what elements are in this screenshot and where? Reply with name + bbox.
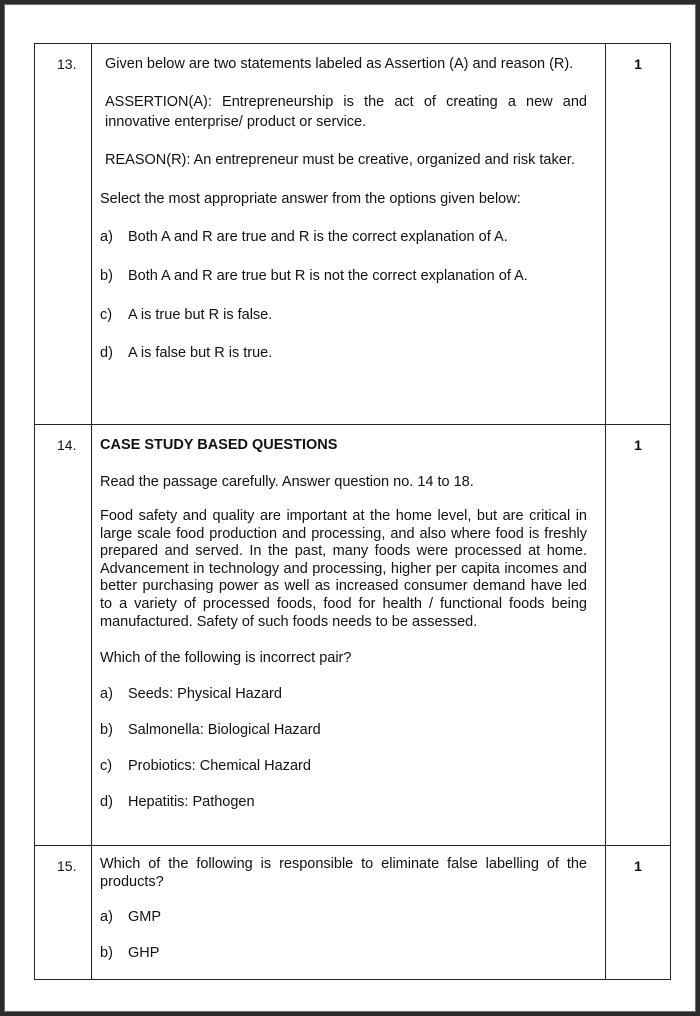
question-content	[92, 846, 606, 980]
option-d	[100, 343, 587, 363]
option-text: Probiotics: Chemical Hazard	[128, 758, 311, 775]
option-label: a)	[100, 909, 113, 926]
option-a	[100, 907, 587, 927]
question-content	[92, 425, 606, 846]
option-text: Both A and R are true and R is the correct explanation of A.	[128, 229, 508, 245]
question-row-15	[35, 846, 671, 980]
option-c	[100, 305, 587, 325]
option-d	[100, 792, 587, 812]
option-b	[100, 266, 587, 286]
question-intro: Given below are two statements labeled as Assertion (A) and reason (R).	[105, 56, 574, 72]
case-passage: Food safety and quality are important at the home level, but are critical in large scale food production and processing, and also where food is freshly prepared and served. In the past, many foods were processed at home. Advancement in technology and processing, higher per capita incomes and better purchasing power as well as increased consumer demand have led to a variety of processed foods, food for health / functional foods being manufactured. Safety of such foods needs to be assessed.	[100, 508, 587, 630]
option-b	[100, 720, 587, 740]
option-label: b)	[100, 722, 113, 739]
question-marks: 1	[606, 425, 671, 846]
option-a	[100, 684, 587, 704]
option-c	[100, 756, 587, 776]
option-b	[100, 943, 587, 963]
option-label: d)	[100, 794, 113, 811]
question-text: Which of the following is responsible to eliminate false labelling of the products?	[100, 856, 587, 890]
option-label: c)	[100, 307, 113, 323]
option-text: A is false but R is true.	[128, 345, 273, 361]
option-text: Seeds: Physical Hazard	[128, 686, 282, 703]
option-label: c)	[100, 758, 113, 775]
option-label: b)	[100, 268, 113, 284]
question-table	[34, 43, 671, 980]
option-label: b)	[100, 945, 113, 962]
question-number: 13.	[35, 44, 92, 425]
question-number: 15.	[35, 846, 92, 980]
assertion-statement: ASSERTION(A): Entrepreneurship is the act of creating a new and innovative enterprise/ product or service.	[105, 94, 587, 130]
question-marks: 1	[606, 846, 671, 980]
question-instruction: Read the passage carefully. Answer question no. 14 to 18.	[100, 474, 474, 490]
question-row-14	[35, 425, 671, 846]
option-text: Salmonella: Biological Hazard	[128, 722, 321, 739]
question-instruction: Select the most appropriate answer from the options given below:	[100, 191, 521, 207]
question-number: 14.	[35, 425, 92, 846]
option-text: Both A and R are true but R is not the correct explanation of A.	[128, 268, 528, 284]
section-heading: CASE STUDY BASED QUESTIONS	[100, 437, 338, 453]
option-text: Hepatitis: Pathogen	[128, 794, 255, 811]
question-row-13	[35, 44, 671, 425]
reason-statement: REASON(R): An entrepreneur must be creative, organized and risk taker.	[105, 152, 575, 168]
question-marks: 1	[606, 44, 671, 425]
option-label: d)	[100, 345, 113, 361]
option-label: a)	[100, 686, 113, 703]
question-content	[92, 44, 606, 425]
question-text: Which of the following is incorrect pair?	[100, 650, 352, 667]
option-text: GMP	[128, 909, 162, 926]
option-label: a)	[100, 229, 113, 245]
option-a	[100, 227, 587, 247]
option-text: GHP	[128, 945, 160, 962]
option-text: A is true but R is false.	[128, 307, 273, 323]
